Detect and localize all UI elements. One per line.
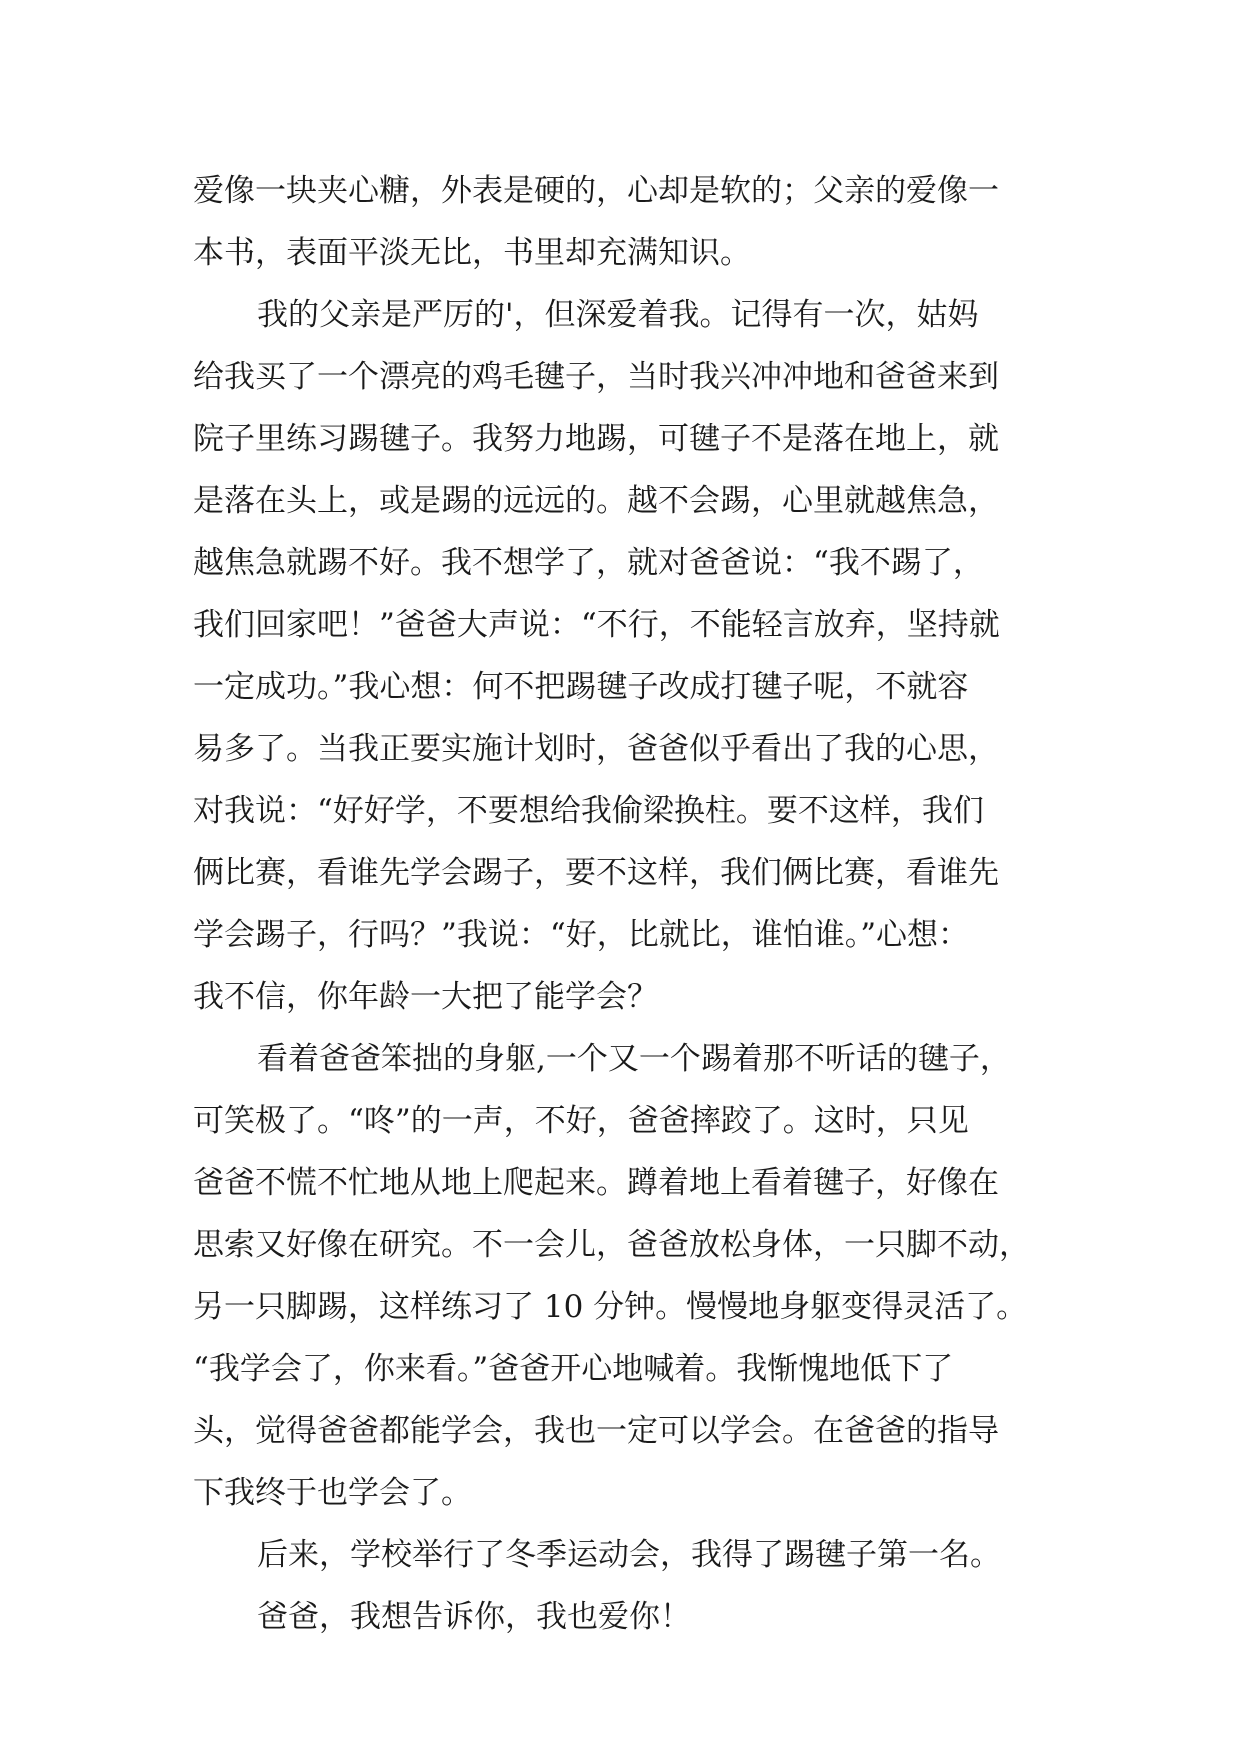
text-line: 我不信，你年龄一大把了能学会？ [193, 979, 658, 1015]
text-line: 给我买了一个漂亮的鸡毛毽子，当时我兴冲冲地和爸爸来到 [193, 359, 999, 395]
text-line: “我学会了，你来看。”爸爸开心地喊着。我惭愧地低下了 [193, 1351, 954, 1387]
text-line: 头，觉得爸爸都能学会，我也一定可以学会。在爸爸的指导 [193, 1413, 999, 1449]
text-line: 爸爸，我想告诉你，我也爱你！ [257, 1599, 691, 1635]
text-line: 院子里练习踢毽子。我努力地踢，可毽子不是落在地上，就 [193, 421, 999, 457]
text-line: 可笑极了。“咚”的一声，不好，爸爸摔跤了。这时，只见 [193, 1103, 969, 1139]
text-line: 思索又好像在研究。不一会儿，爸爸放松身体，一只脚不动， [193, 1227, 1030, 1263]
text-line: 对我说：“好好学，不要想给我偷梁换柱。要不这样，我们 [193, 793, 984, 829]
text-line: 越焦急就踢不好。我不想学了，就对爸爸说：“我不踢了， [193, 545, 984, 581]
text-line: 俩比赛，看谁先学会踢子，要不这样，我们俩比赛，看谁先 [193, 855, 999, 891]
text-line: 是落在头上，或是踢的远远的。越不会踢，心里就越焦急， [193, 483, 999, 519]
text-line: 一定成功。”我心想：何不把踢毽子改成打毽子呢，不就容 [193, 669, 969, 705]
text-line: 我的父亲是严厉的'，但深爱着我。记得有一次，姑妈 [257, 297, 979, 333]
text-line: 后来，学校举行了冬季运动会，我得了踢毽子第一名。 [257, 1537, 1001, 1573]
text-line: 我们回家吧！”爸爸大声说：“不行，不能轻言放弃，坚持就 [193, 607, 1000, 643]
text-line: 另一只脚踢，这样练习了 10 分钟。慢慢地身躯变得灵活了。 [193, 1289, 1028, 1325]
text-line: 爱像一块夹心糖，外表是硬的，心却是软的；父亲的爱像一 [193, 173, 999, 209]
text-line: 学会踢子，行吗？”我说：“好，比就比，谁怕谁。”心想： [193, 917, 970, 953]
text-line: 爸爸不慌不忙地从地上爬起来。蹲着地上看着毽子，好像在 [193, 1165, 999, 1201]
text-line: 易多了。当我正要实施计划时，爸爸似乎看出了我的心思， [193, 731, 999, 767]
text-line: 看着爸爸笨拙的身躯,一个又一个踢着那不听话的毽子， [257, 1041, 1011, 1077]
essay-body [193, 160, 1093, 1648]
text-line: 下我终于也学会了。 [193, 1475, 472, 1511]
text-line: 本书，表面平淡无比，书里却充满知识。 [193, 235, 751, 271]
